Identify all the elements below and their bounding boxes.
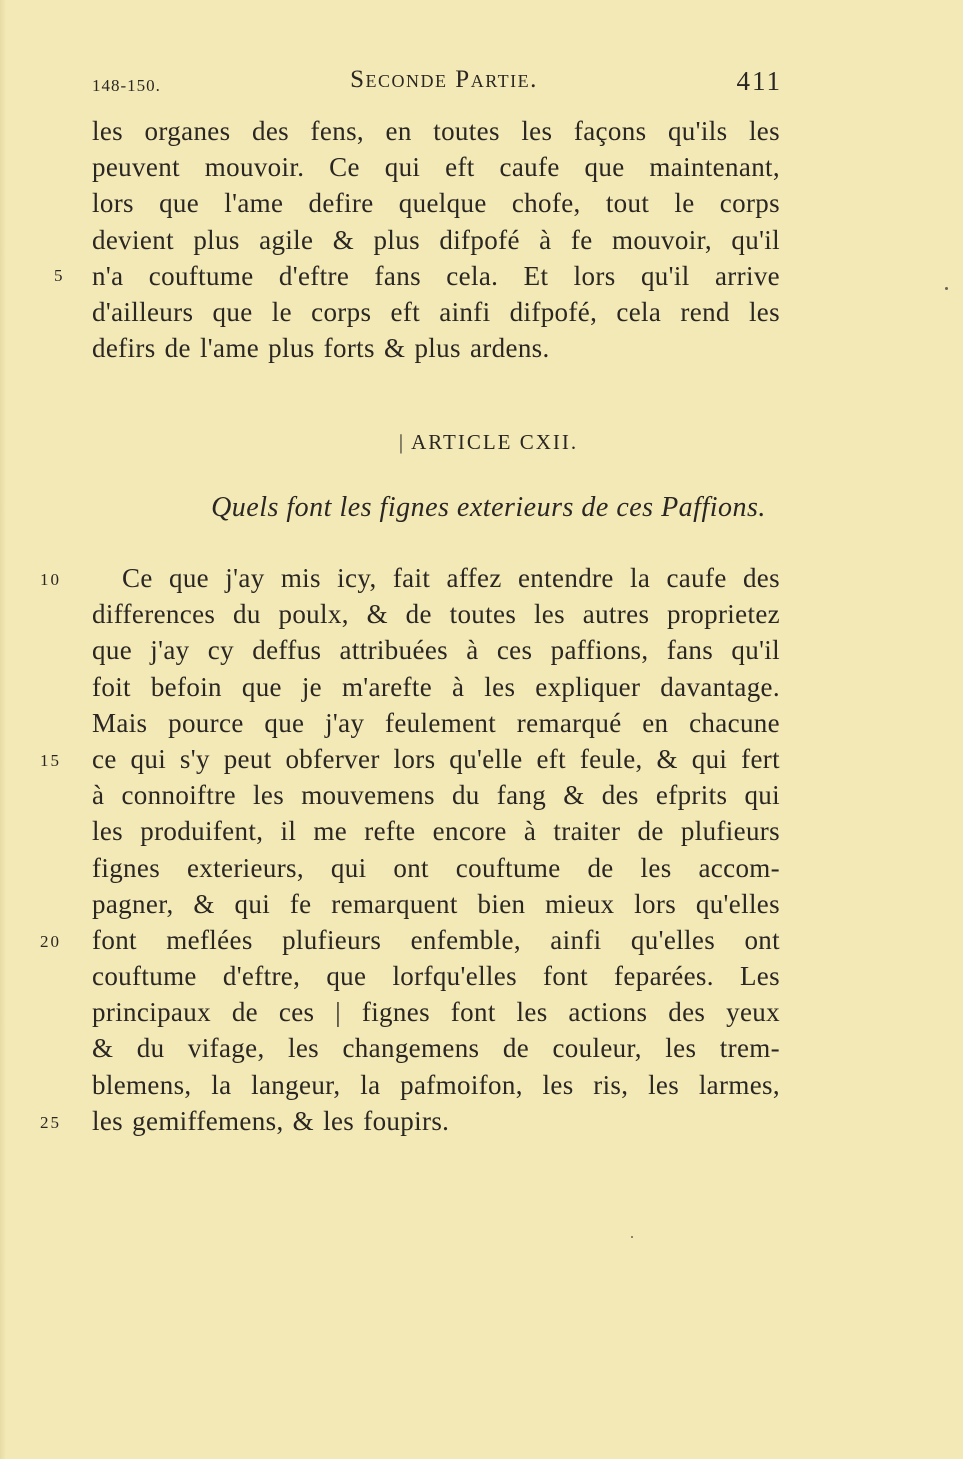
text-line: pagner, & qui fe remarquent bien mieux lors qu'elles (92, 888, 780, 919)
line-number: 5 (54, 266, 65, 285)
text-line: principaux de ces | fignes font les actions des yeux (92, 997, 780, 1028)
text-line: Ce que j'ay mis icy, fait affez entendre la caufe des (122, 563, 780, 593)
running-title: Seconde Partie. (350, 66, 538, 93)
folio-range: 148-150. (92, 76, 161, 95)
text-line: couftume d'eftre, que lorfqu'elles font feparées. Les (92, 961, 780, 992)
text-line: fignes exterieurs, qui ont couftume de les accom- (92, 852, 780, 883)
text-line: & du vifage, les changemens de couleur, les trem- (92, 1033, 780, 1064)
line-number: 25 (40, 1113, 61, 1132)
page-header (92, 62, 782, 102)
line-number: 20 (40, 932, 61, 951)
text-line: Mais pource que j'ay feulement remarqué en chacune (92, 707, 780, 738)
text-line: defirs de l'ame plus forts & plus ardens. (92, 333, 550, 364)
line-number: 10 (40, 570, 61, 589)
text-line: font meflées plufieurs enfemble, ainfi qu'elles ont (92, 924, 780, 955)
text-line: blemens, la langeur, la pafmoifon, les ris, les larmes, (92, 1069, 780, 1100)
text-line: devient plus agile & plus difpofé à fe mouvoir, qu'il (92, 224, 780, 255)
text-line: foit befoin que je m'arefte à les expliquer davantage. (92, 671, 780, 702)
page-number: 411 (736, 66, 782, 96)
paragraph-main (92, 560, 780, 1139)
text-line: ce qui s'y peut obferver lors qu'elle eft feule, & qui fert (92, 743, 780, 774)
text-line: les organes des fens, en toutes les façons qu'ils les (92, 116, 780, 146)
paper-speck (631, 1236, 633, 1238)
text-line: peuvent mouvoir. Ce qui eft caufe que maintenant, (92, 152, 780, 183)
text-line: lors que l'ame defire quelque chofe, tout le corps (92, 188, 780, 219)
page-edge (0, 0, 6, 1459)
line-number: 15 (40, 751, 61, 770)
text-line: que j'ay cy deffus attribuées à ces paffions, fans qu'il (92, 635, 780, 666)
article-heading: | ARTICLE CXII. (398, 430, 579, 454)
paper-speck (945, 287, 948, 290)
paragraph-top (92, 113, 780, 366)
article-subtitle: Quels font les fignes exterieurs de ces Paffions. (211, 492, 766, 523)
text-line: les gemiffemens, & les foupirs. (92, 1105, 450, 1136)
text-line: n'a couftume d'eftre fans cela. Et lors qu'il arrive (92, 260, 780, 291)
text-line: à connoiftre les mouvemens du fang & des efprits qui (92, 780, 780, 811)
text-line: differences du poulx, & de toutes les autres proprietez (92, 599, 780, 630)
text-line: les produifent, il me refte encore à traiter de plufieurs (92, 816, 780, 847)
text-line: d'ailleurs que le corps eft ainfi difpofé, cela rend les (92, 296, 780, 327)
